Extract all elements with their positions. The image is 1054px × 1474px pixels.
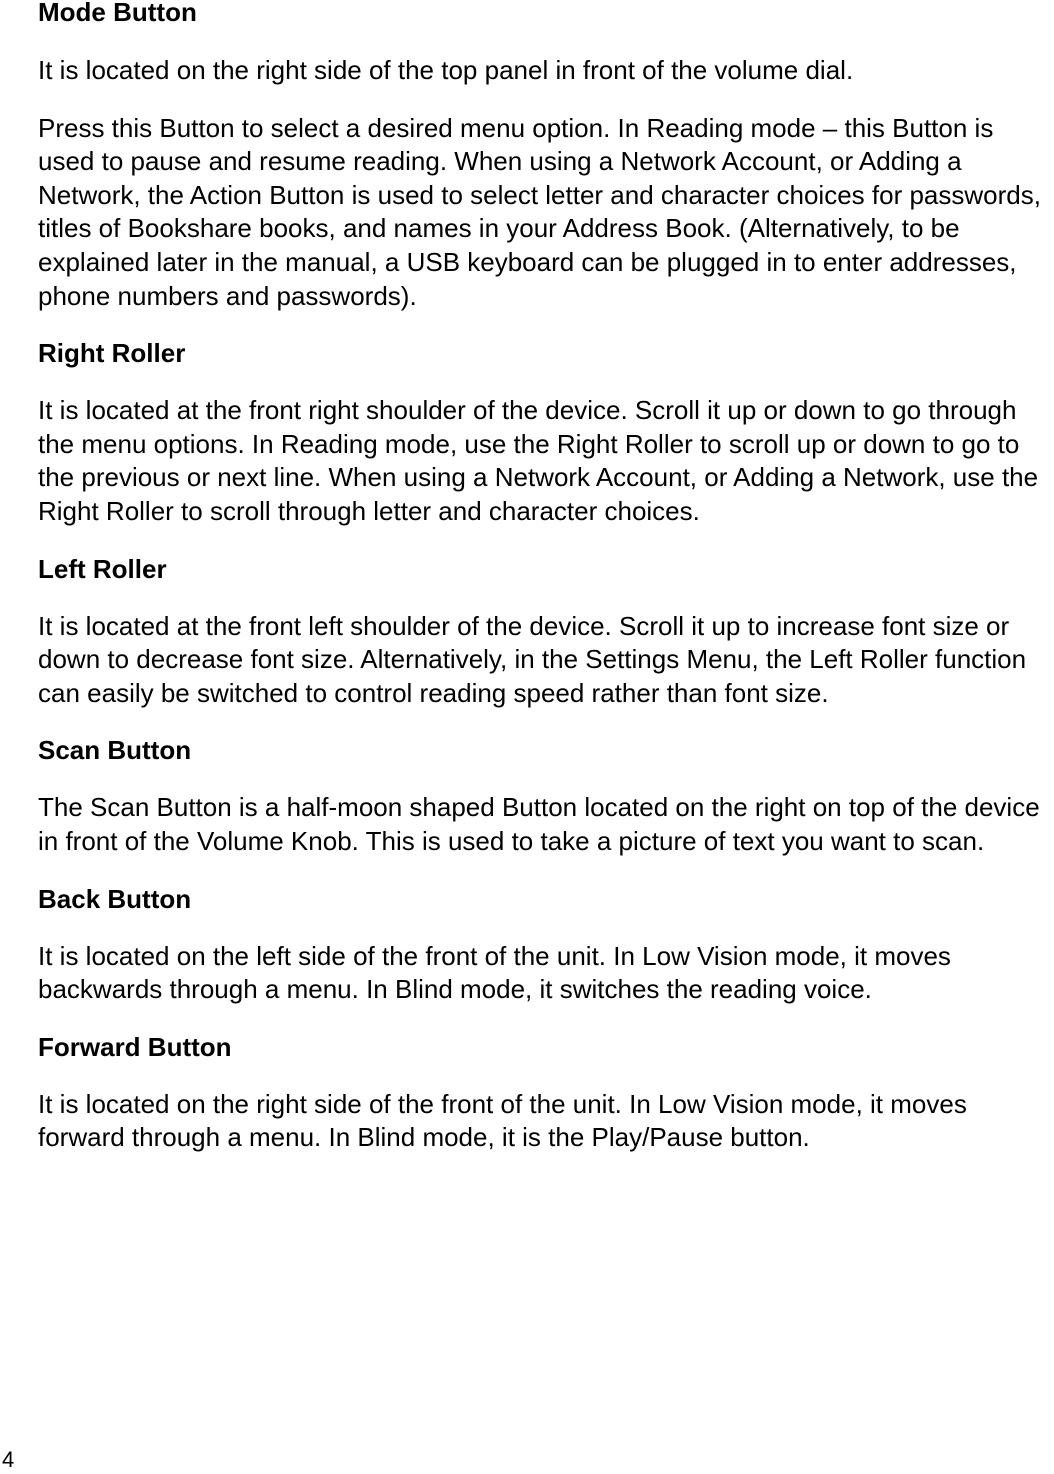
- scan-button-paragraph: The Scan Button is a half-moon shaped Button located on the right on top of the device in front of the Volume Knob. This is used to take a picture of text you want to scan.: [38, 792, 1040, 856]
- mode-button-paragraph-2: Press this Button to select a desired menu option. In Reading mode – this Button is used to pause and resume reading. When using a Network Account, or Adding a Network, the Action Button is used to select letter and character choices for passwords, titles of Bookshare books, and names in your Address Book. (Alternatively, to be explained later in the manual, a USB keyboard can be plugged in to enter addresses, phone numbers and passwords).: [38, 112, 1041, 311]
- heading-forward-button: Forward Button: [38, 1031, 232, 1062]
- heading-back-button: Back Button: [38, 883, 192, 914]
- right-roller-paragraph: It is located at the front right shoulder of the device. Scroll it up or down to go through the menu options. In Reading mode, use the Right Roller to scroll up or down to go to the previous or next line. When using a Network Account, or Adding a Network, use the Right Roller to scroll through letter and character choices.: [38, 395, 1039, 526]
- heading-scan-button: Scan Button: [38, 735, 192, 766]
- heading-right-roller: Right Roller: [38, 338, 186, 369]
- heading-mode-button: Mode Button: [38, 0, 197, 27]
- document-page: [38, 0, 1052, 1155]
- back-button-paragraph: It is located on the left side of the front of the unit. In Low Vision mode, it moves backwards through a menu. In Blind mode, it switches the reading voice.: [38, 940, 951, 1005]
- page-number: 4: [2, 1447, 15, 1472]
- forward-button-paragraph: It is located on the right side of the front of the unit. In Low Vision mode, it moves forward through a menu. In Blind mode, it is the Play/Pause button.: [38, 1088, 967, 1153]
- left-roller-paragraph: It is located at the front left shoulder of the device. Scroll it up to increase font size or down to decrease font size. Alternatively, in the Settings Menu, the Left Roller function can easily be switched to control reading speed rather than font size.: [38, 610, 1027, 708]
- heading-left-roller: Left Roller: [38, 553, 167, 584]
- mode-button-paragraph-1: It is located on the right side of the top panel in front of the volume dial.: [38, 55, 854, 85]
